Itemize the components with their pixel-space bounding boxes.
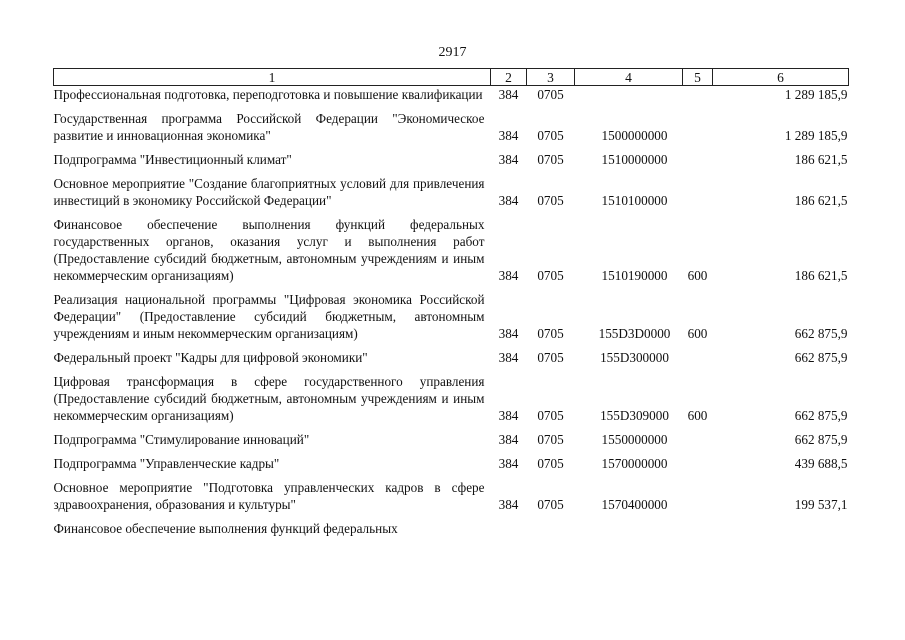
- row-cs: 1500000000: [601, 128, 668, 143]
- table-row: [54, 349, 849, 373]
- header-row: [54, 69, 849, 86]
- row-vr: [683, 455, 713, 479]
- row-sum: 1 289 185,9: [784, 87, 848, 102]
- row-sum: 1 289 185,9: [784, 128, 848, 143]
- row-gr: 384: [498, 268, 519, 283]
- table-row: [54, 151, 849, 175]
- row-name: Реализация национальной программы "Цифровая экономика Российской Федерации" (Предоставление субсидий бюджетным, автономным учреждениям и иным некоммерческим организациям): [53, 292, 485, 341]
- row-cs: 1570000000: [601, 456, 668, 471]
- table-body: [54, 86, 849, 538]
- row-vr: [683, 151, 713, 175]
- row-rz: 0705: [537, 456, 564, 471]
- table-row: [54, 175, 849, 216]
- page-number: 2917: [438, 45, 467, 60]
- row-cs: [575, 86, 683, 111]
- row-vr: [683, 349, 713, 373]
- row-gr: 384: [498, 408, 519, 423]
- row-rz: 0705: [537, 350, 564, 365]
- row-rz: 0705: [537, 326, 564, 341]
- row-sum: 186 621,5: [794, 193, 848, 208]
- row-gr: 384: [498, 497, 519, 512]
- table-row: [54, 479, 849, 520]
- row-sum: 186 621,5: [794, 268, 848, 283]
- row-gr: [491, 520, 527, 537]
- row-name: Основное мероприятие "Подготовка управленческих кадров в сфере здравоохранения, образования и культуры": [53, 480, 485, 512]
- row-rz: 0705: [537, 268, 564, 283]
- row-rz: 0705: [537, 497, 564, 512]
- row-cs: 1510000000: [601, 152, 668, 167]
- header-col-2: 2: [491, 69, 527, 86]
- row-vr: [683, 479, 713, 520]
- table-header: [54, 69, 849, 86]
- header-col-6: 6: [713, 69, 849, 86]
- row-sum: 199 537,1: [794, 497, 848, 512]
- table-row: [54, 291, 849, 349]
- row-vr: [683, 175, 713, 216]
- row-gr: 384: [498, 456, 519, 471]
- row-gr: 384: [498, 432, 519, 447]
- row-gr: 384: [498, 193, 519, 208]
- row-name: Финансовое обеспечение выполнения функций федеральных: [53, 521, 398, 536]
- table-row: [54, 110, 849, 151]
- row-cs: 155D300000: [600, 350, 669, 365]
- table-row: [54, 431, 849, 455]
- row-gr: 384: [498, 326, 519, 341]
- row-cs: [575, 520, 683, 537]
- row-sum: 662 875,9: [794, 408, 848, 423]
- table-row: [54, 373, 849, 431]
- table-row: [54, 455, 849, 479]
- row-rz: 0705: [537, 408, 564, 423]
- row-gr: 384: [498, 152, 519, 167]
- row-name: Профессиональная подготовка, переподготовка и повышение квалификации: [53, 87, 483, 102]
- row-name: Подпрограмма "Инвестиционный климат": [53, 152, 292, 167]
- row-rz: 0705: [537, 128, 564, 143]
- row-vr: 600: [687, 268, 708, 283]
- row-name: Федеральный проект "Кадры для цифровой экономики": [53, 350, 368, 365]
- row-name: Цифровая трансформация в сфере государственного управления (Предоставление субсидий бюджетным, автономным учреждениям и иным некоммерческим организациям): [53, 374, 485, 423]
- row-name: Подпрограмма "Управленческие кадры": [53, 456, 280, 471]
- row-rz: 0705: [537, 193, 564, 208]
- row-sum: 186 621,5: [794, 152, 848, 167]
- row-sum: 662 875,9: [794, 326, 848, 341]
- row-vr: [683, 110, 713, 151]
- row-rz: 0705: [537, 432, 564, 447]
- row-name: Основное мероприятие "Создание благоприятных условий для привлечения инвестиций в экономику Российской Федерации": [53, 176, 485, 208]
- row-cs: 1510100000: [601, 193, 668, 208]
- row-name: Государственная программа Российской Федерации "Экономическое развитие и инновационная экономика": [53, 111, 485, 143]
- row-gr: 384: [498, 87, 519, 102]
- table-row: [54, 520, 849, 537]
- row-name: Финансовое обеспечение выполнения функций федеральных государственных органов, оказания услуг и выполнения работ (Предоставление субсидий бюджетным, автономным учреждениям и иным некоммерческим организациям): [53, 217, 485, 283]
- row-sum: 662 875,9: [794, 350, 848, 365]
- row-sum: [713, 520, 849, 537]
- header-col-4: 4: [575, 69, 683, 86]
- table-row: [54, 86, 849, 111]
- row-gr: 384: [498, 128, 519, 143]
- row-cs: 1510190000: [601, 268, 668, 283]
- header-col-3: 3: [527, 69, 575, 86]
- header-col-1: 1: [54, 69, 491, 86]
- row-cs: 1570400000: [601, 497, 668, 512]
- row-sum: 662 875,9: [794, 432, 848, 447]
- row-rz: 0705: [537, 152, 564, 167]
- row-vr: 600: [687, 408, 708, 423]
- row-sum: 439 688,5: [794, 456, 848, 471]
- row-vr: 600: [687, 326, 708, 341]
- row-vr: [683, 431, 713, 455]
- header-col-5: 5: [683, 69, 713, 86]
- row-name: Подпрограмма "Стимулирование инноваций": [53, 432, 310, 447]
- row-gr: 384: [498, 350, 519, 365]
- table-row: [54, 216, 849, 291]
- row-rz: 0705: [537, 87, 564, 102]
- row-cs: 1550000000: [601, 432, 668, 447]
- row-vr: [683, 86, 713, 111]
- budget-table: [53, 68, 849, 537]
- row-rz: [527, 520, 575, 537]
- row-cs: 155D309000: [600, 408, 669, 423]
- row-cs: 155D3D0000: [598, 326, 671, 341]
- row-vr: [683, 520, 713, 537]
